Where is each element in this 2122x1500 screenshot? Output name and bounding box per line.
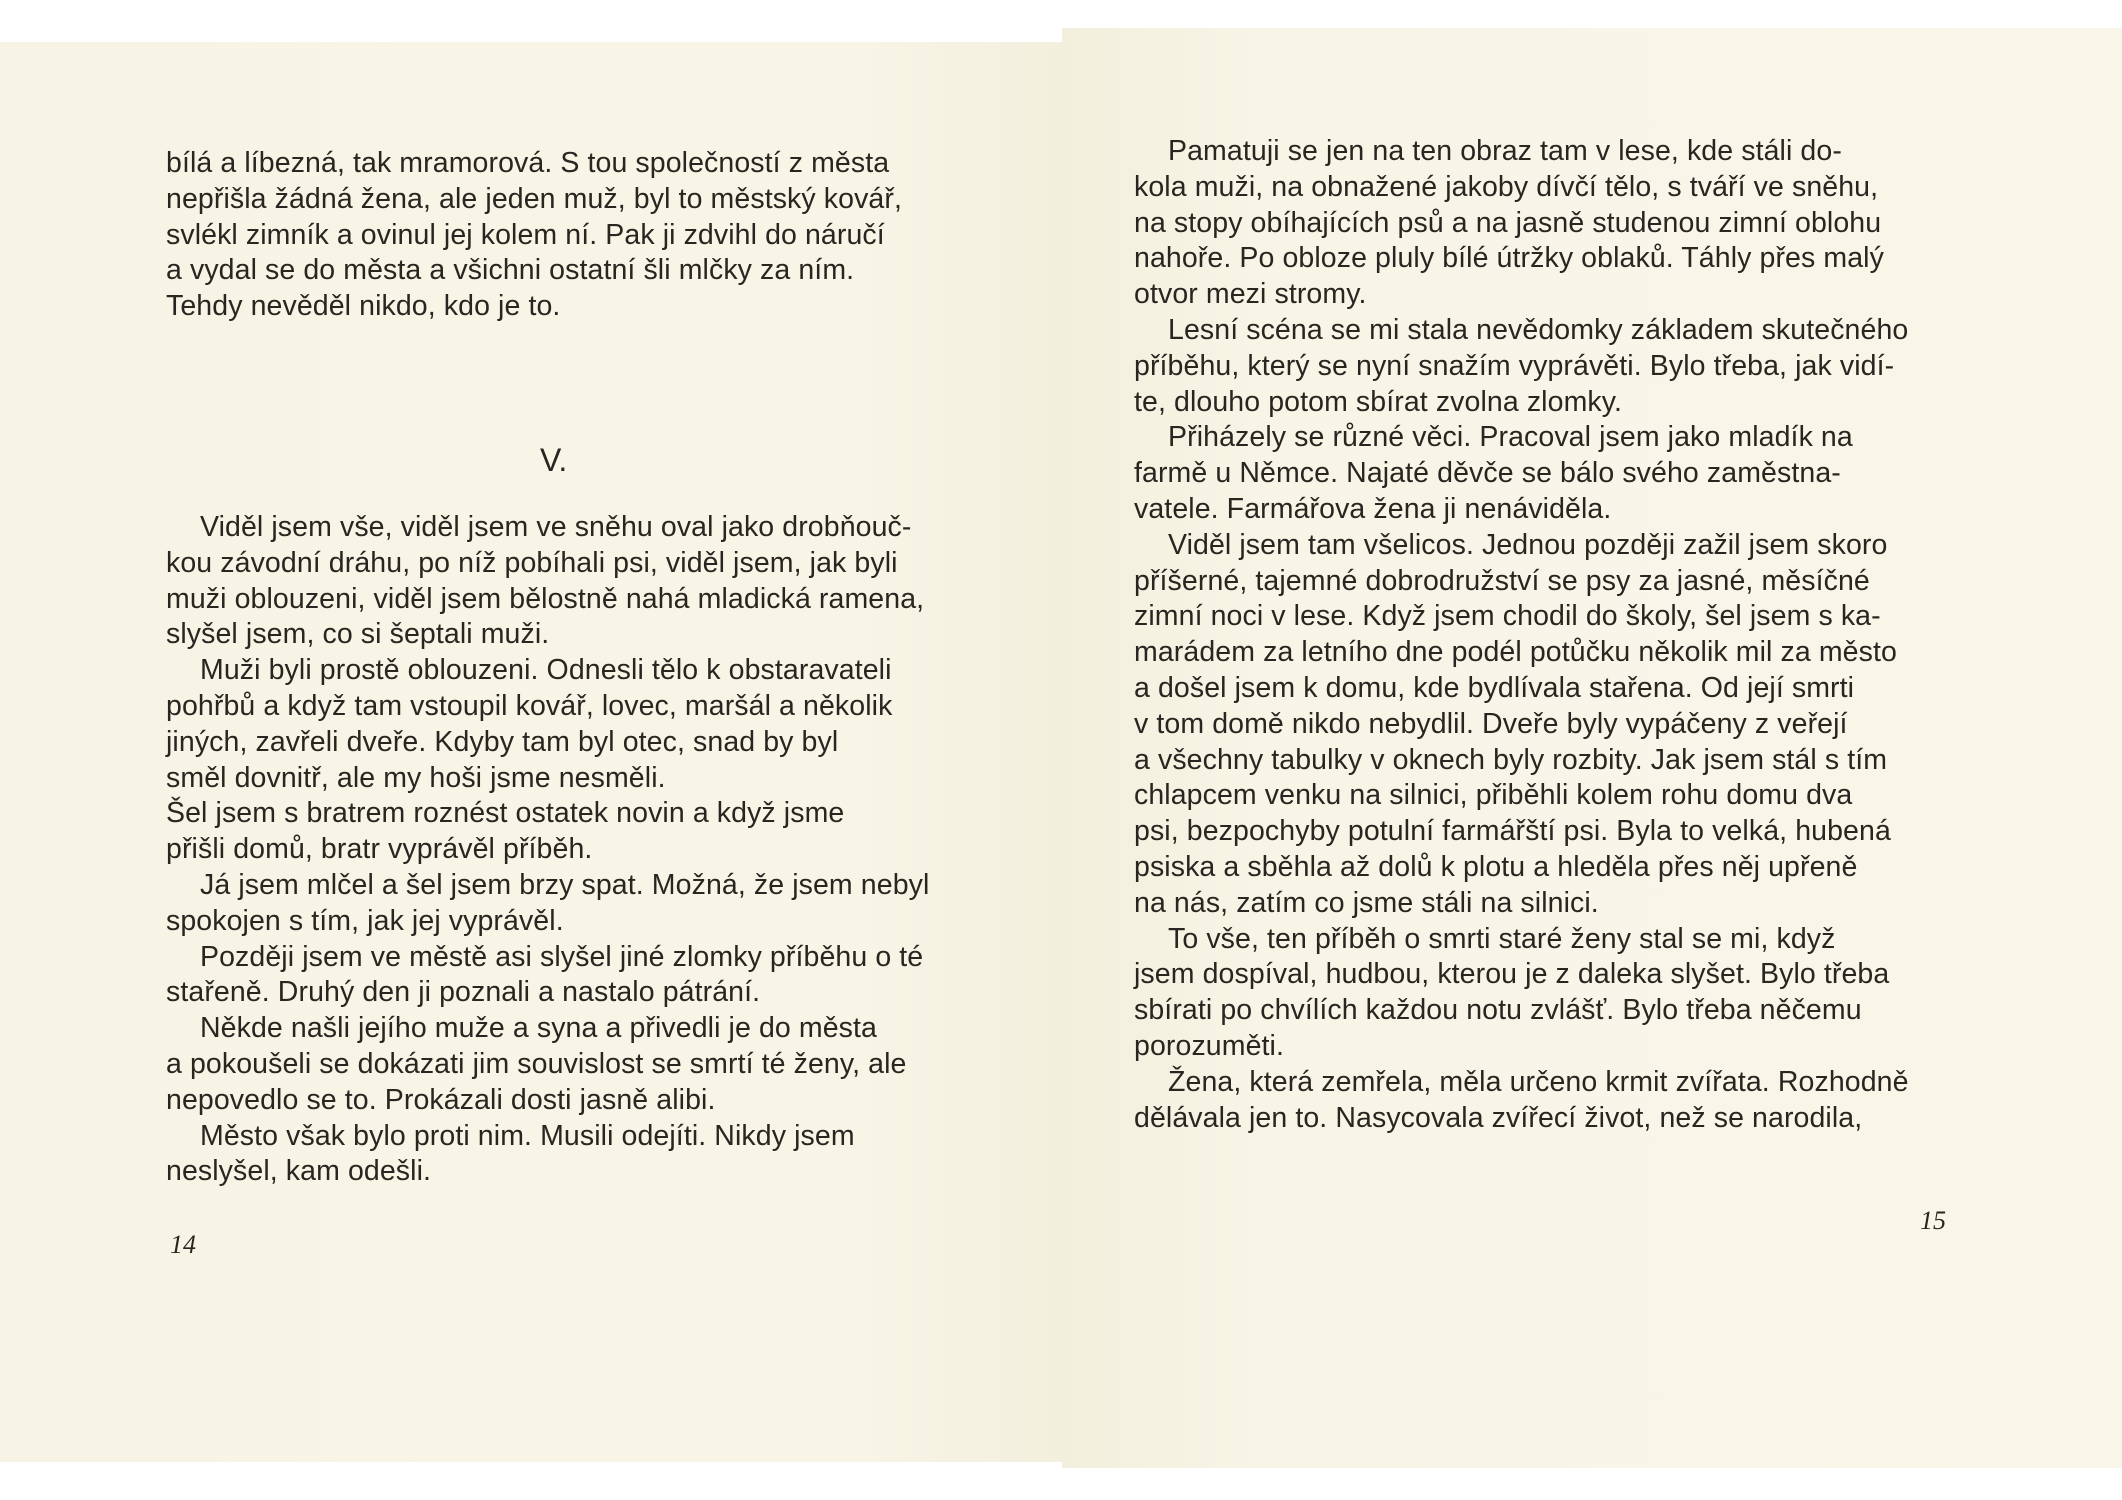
text-line: nepřišla žádná žena, ale jeden muž, byl to městský kovář, bbox=[166, 182, 902, 215]
text-line: stařeně. Druhý den ji poznali a nastalo pátrání. bbox=[166, 976, 761, 1009]
text-line: Šel jsem s bratrem roznést ostatek novin a když jsme bbox=[166, 797, 845, 830]
text-line: Viděl jsem vše, viděl jsem ve sněhu oval jako drobňouč- bbox=[200, 511, 912, 543]
page-number: 14 bbox=[170, 1230, 196, 1259]
text-line: směl dovnitř, ale my hoši jsme nesměli. bbox=[166, 761, 666, 794]
text-line: příšerné, tajemné dobrodružství se psy za jasné, měsíčné bbox=[1134, 564, 1870, 597]
text-line: a pokoušeli se dokázati jim souvislost se smrtí té ženy, ale bbox=[166, 1047, 907, 1080]
left-page-top-text bbox=[166, 146, 998, 325]
text-line: a všechny tabulky v oknech byly rozbity. Jak jsem stál s tím bbox=[1134, 743, 1888, 776]
text-line: na nás, zatím co jsme stáli na silnici. bbox=[1134, 886, 1599, 919]
text-line: Viděl jsem tam všelicos. Jednou později zažil jsem skoro bbox=[1168, 528, 1888, 561]
text-line: te, dlouho potom sbírat zvolna zlomky. bbox=[1134, 385, 1623, 418]
text-line: jsem dospíval, hudbou, kterou je z daleka slyšet. Bylo třeba bbox=[1134, 958, 1890, 991]
left-page-chapter-text bbox=[166, 510, 998, 1190]
right-page bbox=[1062, 28, 2122, 1468]
text-line: Někde našli jejího muže a syna a přivedli je do města bbox=[200, 1012, 877, 1045]
text-line: Žena, která zemřela, měla určeno krmit zvířata. Rozhodně bbox=[1168, 1065, 1909, 1098]
text-line: marádem za letního dne podél potůčku několik mil za město bbox=[1134, 636, 1897, 669]
text-line: Později jsem ve městě asi slyšel jiné zlomky příběhu o té bbox=[200, 940, 924, 973]
text-line: pohřbů a když tam vstoupil kovář, lovec, maršál a několik bbox=[166, 689, 893, 722]
text-line: přišli domů, bratr vyprávěl příběh. bbox=[166, 833, 593, 866]
paragraph bbox=[1134, 313, 2014, 420]
text-line: jiných, zavřeli dveře. Kdyby tam byl otec, snad by byl bbox=[166, 725, 839, 758]
text-line: farmě u Němce. Najaté děvče se bálo svého zaměstna- bbox=[1134, 457, 1841, 490]
text-line: bílá a líbezná, tak mramorová. S tou společností z města bbox=[166, 147, 890, 179]
text-line: a došel jsem k domu, kde bydlívala stařena. Od její smrti bbox=[1134, 671, 1855, 704]
text-line: Přiházely se různé věci. Pracoval jsem jako mladík na bbox=[1168, 421, 1853, 454]
text-line: porozuměti. bbox=[1134, 1029, 1285, 1062]
text-line: To vše, ten příběh o smrti staré ženy stal se mi, když bbox=[1168, 922, 1836, 955]
text-line: nahoře. Po obloze pluly bílé útržky oblaků. Táhly přes malý bbox=[1134, 242, 1884, 275]
text-line: sbírati po chvílích každou notu zvlášť. Bylo třeba něčemu bbox=[1134, 994, 1862, 1027]
paragraph bbox=[166, 653, 998, 796]
chapter-heading: V. bbox=[540, 442, 568, 478]
text-line: Muži byli prostě oblouzeni. Odnesli tělo k obstaravateli bbox=[200, 654, 892, 687]
text-line: kou závodní dráhu, po níž pobíhali psi, viděl jsem, jak byli bbox=[166, 546, 898, 579]
text-line: slyšel jsem, co si šeptali muži. bbox=[166, 618, 550, 651]
paragraph bbox=[1134, 922, 2014, 1065]
text-line: spokojen s tím, jak jej vyprávěl. bbox=[166, 904, 564, 937]
page-number: 15 bbox=[1920, 1206, 1946, 1235]
text-line: nepovedlo se to. Prokázali dosti jasně alibi. bbox=[166, 1083, 716, 1116]
paragraph bbox=[1134, 1065, 2014, 1137]
text-line: Město však bylo proti nim. Musili odejíti. Nikdy jsem bbox=[200, 1119, 855, 1152]
left-page bbox=[0, 42, 1062, 1462]
text-line: psiska a sběhla až dolů k plotu a hleděla přes něj upřeně bbox=[1134, 850, 1858, 883]
text-line: a vydal se do města a všichni ostatní šli mlčky za ním. bbox=[166, 254, 855, 287]
paragraph bbox=[1134, 420, 2014, 527]
text-line: v tom domě nikdo nebydlil. Dveře byly vypáčeny z veřejí bbox=[1134, 707, 1848, 740]
right-page-text bbox=[1134, 134, 2014, 1136]
paragraph bbox=[166, 868, 998, 940]
text-line: muži oblouzeni, viděl jsem bělostně nahá mladická ramena, bbox=[166, 582, 925, 615]
paragraph bbox=[1134, 528, 2014, 922]
paragraph bbox=[166, 796, 998, 868]
text-line: na stopy obíhajících psů a na jasně studenou zimní oblohu bbox=[1134, 206, 1882, 239]
text-line: Tehdy nevěděl nikdo, kdo je to. bbox=[166, 290, 561, 323]
text-line: chlapcem venku na silnici, přiběhli kolem rohu domu dva bbox=[1134, 779, 1853, 812]
text-line: svlékl zimník a ovinul jej kolem ní. Pak ji zdvihl do náručí bbox=[166, 218, 885, 251]
text-line: psi, bezpochyby potulní farmářští psi. Byla to velká, hubená bbox=[1134, 815, 1891, 848]
paragraph bbox=[166, 146, 998, 325]
paragraph bbox=[166, 1119, 998, 1191]
text-line: dělávala jen to. Nasycovala zvířecí život, než se narodila, bbox=[1134, 1101, 1863, 1134]
text-line: Lesní scéna se mi stala nevědomky základem skutečného bbox=[1168, 313, 1909, 346]
paragraph bbox=[166, 940, 998, 1012]
text-line: příběhu, který se nyní snažím vyprávěti. Bylo třeba, jak vidí- bbox=[1134, 349, 1895, 382]
text-line: neslyšel, kam odešli. bbox=[166, 1155, 432, 1188]
text-line: vatele. Farmářova žena ji nenáviděla. bbox=[1134, 492, 1612, 525]
paragraph bbox=[166, 1011, 998, 1118]
text-line: otvor mezi stromy. bbox=[1134, 278, 1367, 311]
text-line: Pamatuji se jen na ten obraz tam v lese, kde stáli do- bbox=[1168, 135, 1842, 167]
text-line: zimní noci v lese. Když jsem chodil do školy, šel jsem s ka- bbox=[1134, 600, 1881, 633]
paragraph bbox=[166, 510, 998, 653]
paragraph bbox=[1134, 134, 2014, 313]
text-line: kola muži, na obnažené jakoby dívčí tělo, s tváří ve sněhu, bbox=[1134, 170, 1879, 203]
text-line: Já jsem mlčel a šel jsem brzy spat. Možná, že jsem nebyl bbox=[200, 868, 930, 901]
